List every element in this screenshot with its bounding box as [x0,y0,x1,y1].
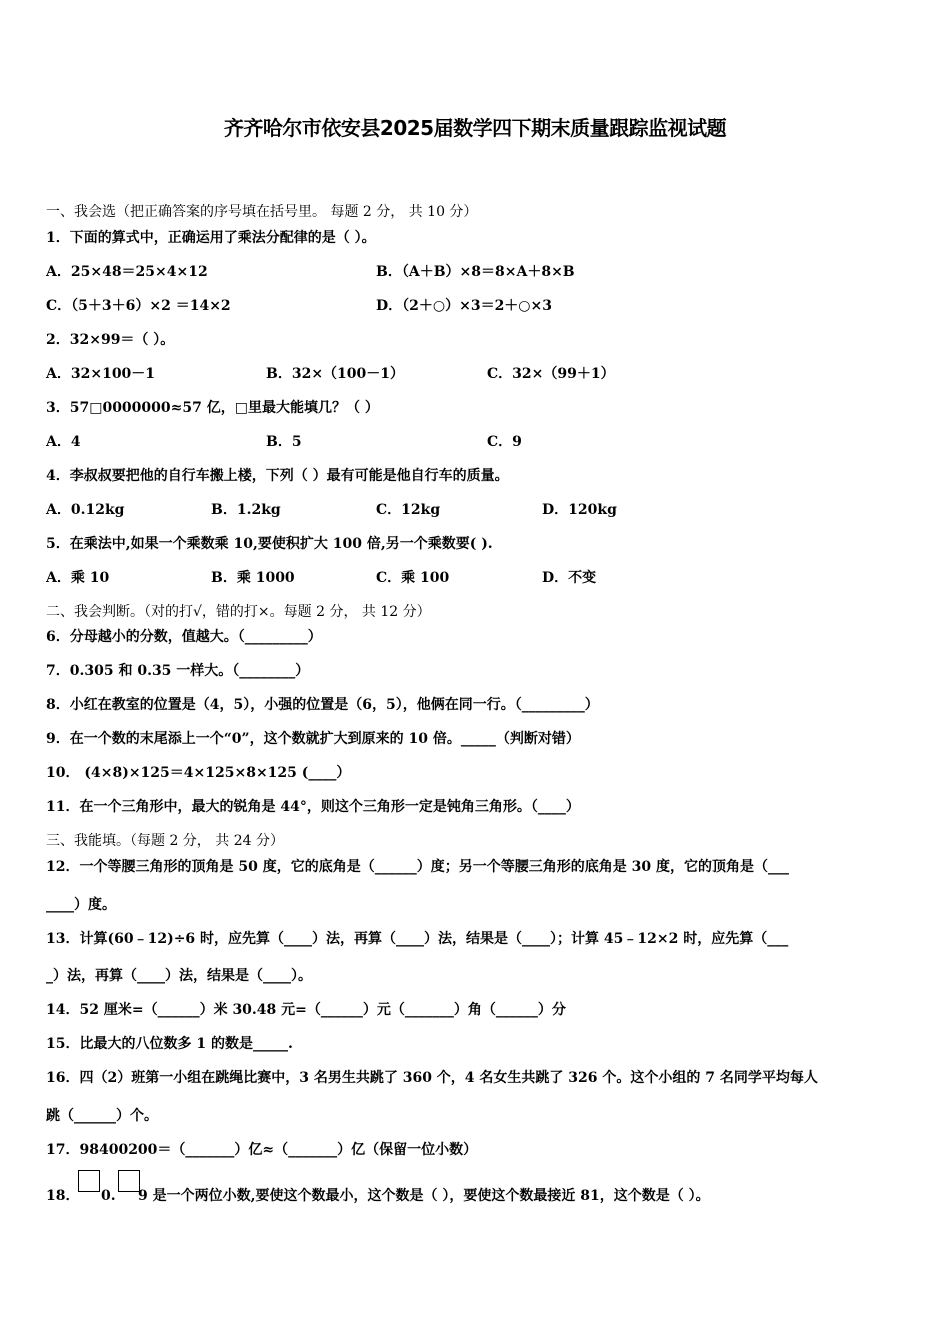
question-2-option-a: A．32×100－1 [46,366,156,382]
question-5-option-d: D．不变 [542,570,597,586]
question-2-option-b: B．32×（100－1） [266,366,405,382]
question-1-option-c: C．（5＋3＋6）×2 ＝14×2 [46,298,231,314]
question-4-option-c: C．12kg [376,502,441,518]
section-2-heading: 二、我会判断。（对的打√，错的打×。每题 2 分， 共 12 分） [46,604,431,620]
question-18-text: 9 是一个两位小数,要使这个数最小，这个数是（ ），要使这个数最接近 81，这个数是（ ）。 [138,1188,710,1204]
question-2-option-c: C．32×（99＋1） [487,366,615,382]
question-3-option-a: A．4 [46,434,81,450]
question-4-option-b: B．1.2kg [211,502,281,518]
question-13-line-2: _）法，再算（____）法，结果是（____）。 [46,968,312,984]
question-12-line-2: ____）度。 [46,897,116,913]
question-3-option-c: C．9 [487,434,522,450]
question-14: 14．52 厘米=（______）米 30.48 元=（______）元（_______）角（______）分 [46,1002,566,1018]
question-11: 11．在一个三角形中，最大的锐角是 44°，则这个三角形一定是钝角三角形。（____） [46,799,580,815]
question-1-stem: 1．下面的算式中，正确运用了乘法分配律的是（ ）。 [46,230,376,246]
question-15: 15．比最大的八位数多 1 的数是_____. [46,1036,293,1052]
answer-box-1 [78,1170,100,1192]
question-3-stem: 3．57□0000000≈57 亿，□里最大能填几？（ ） [46,400,379,416]
question-18-number: 18． [46,1188,80,1204]
question-2-stem: 2．32×99＝（ ）。 [46,332,175,348]
question-8: 8．小红在教室的位置是（4，5），小强的位置是（6，5），他俩在同一行。（_________） [46,697,599,713]
question-7: 7．0.305 和 0.35 一样大。（________） [46,663,310,679]
page-title: 齐齐哈尔市依安县2025届数学四下期末质量跟踪监视试题 [223,116,727,140]
question-5-option-a: A．乘 10 [46,570,110,586]
question-16-line-1: 16．四（2）班第一小组在跳绳比赛中，3 名男生共跳了 360 个，4 名女生共跳了 326 个。这个小组的 7 名同学平均每人 [46,1070,818,1086]
question-1-option-b: B．（A＋B）×8＝8×A＋8×B [376,264,575,280]
question-18-digit: 0. [101,1188,116,1204]
question-5-option-c: C．乘 100 [376,570,450,586]
question-16-line-2: 跳（______）个。 [46,1108,158,1124]
question-10: 10． (4×8)×125＝4×125×8×125 (____） [46,765,351,781]
question-5-stem: 5．在乘法中,如果一个乘数乘 10,要使积扩大 100 倍,另一个乘数要( ). [46,536,493,552]
question-1-option-d: D．（2＋○）×3＝2＋○×3 [376,298,552,314]
question-3-option-b: B．5 [266,434,302,450]
question-17: 17．98400200＝（_______）亿≈（_______）亿（保留一位小数） [46,1142,478,1158]
section-1-heading: 一、我会选（把正确答案的序号填在括号里。 每题 2 分， 共 10 分） [46,204,478,220]
question-5-option-b: B．乘 1000 [211,570,295,586]
question-4-option-a: A．0.12kg [46,502,125,518]
answer-box-2 [118,1170,140,1192]
question-12-line-1: 12．一个等腰三角形的顶角是 50 度，它的底角是（______）度；另一个等腰三角形的底角是 30 度，它的顶角是（___ [46,859,789,875]
question-4-option-d: D．120kg [542,502,617,518]
question-6: 6．分母越小的分数，值越大。（_________） [46,629,322,645]
question-13-line-1: 13．计算(60﹣12)÷6 时，应先算（____）法，再算（____）法，结果是（____）；计算 45﹣12×2 时，应先算（___ [46,931,789,947]
section-3-heading: 三、我能填。（每题 2 分， 共 24 分） [46,833,284,849]
question-9: 9．在一个数的末尾添上一个“0”，这个数就扩大到原来的 10 倍。_____（判断对错） [46,731,580,747]
question-1-option-a: A．25×48＝25×4×12 [46,264,208,280]
question-4-stem: 4．李叔叔要把他的自行车搬上楼，下列（ ）最有可能是他自行车的质量。 [46,468,509,484]
